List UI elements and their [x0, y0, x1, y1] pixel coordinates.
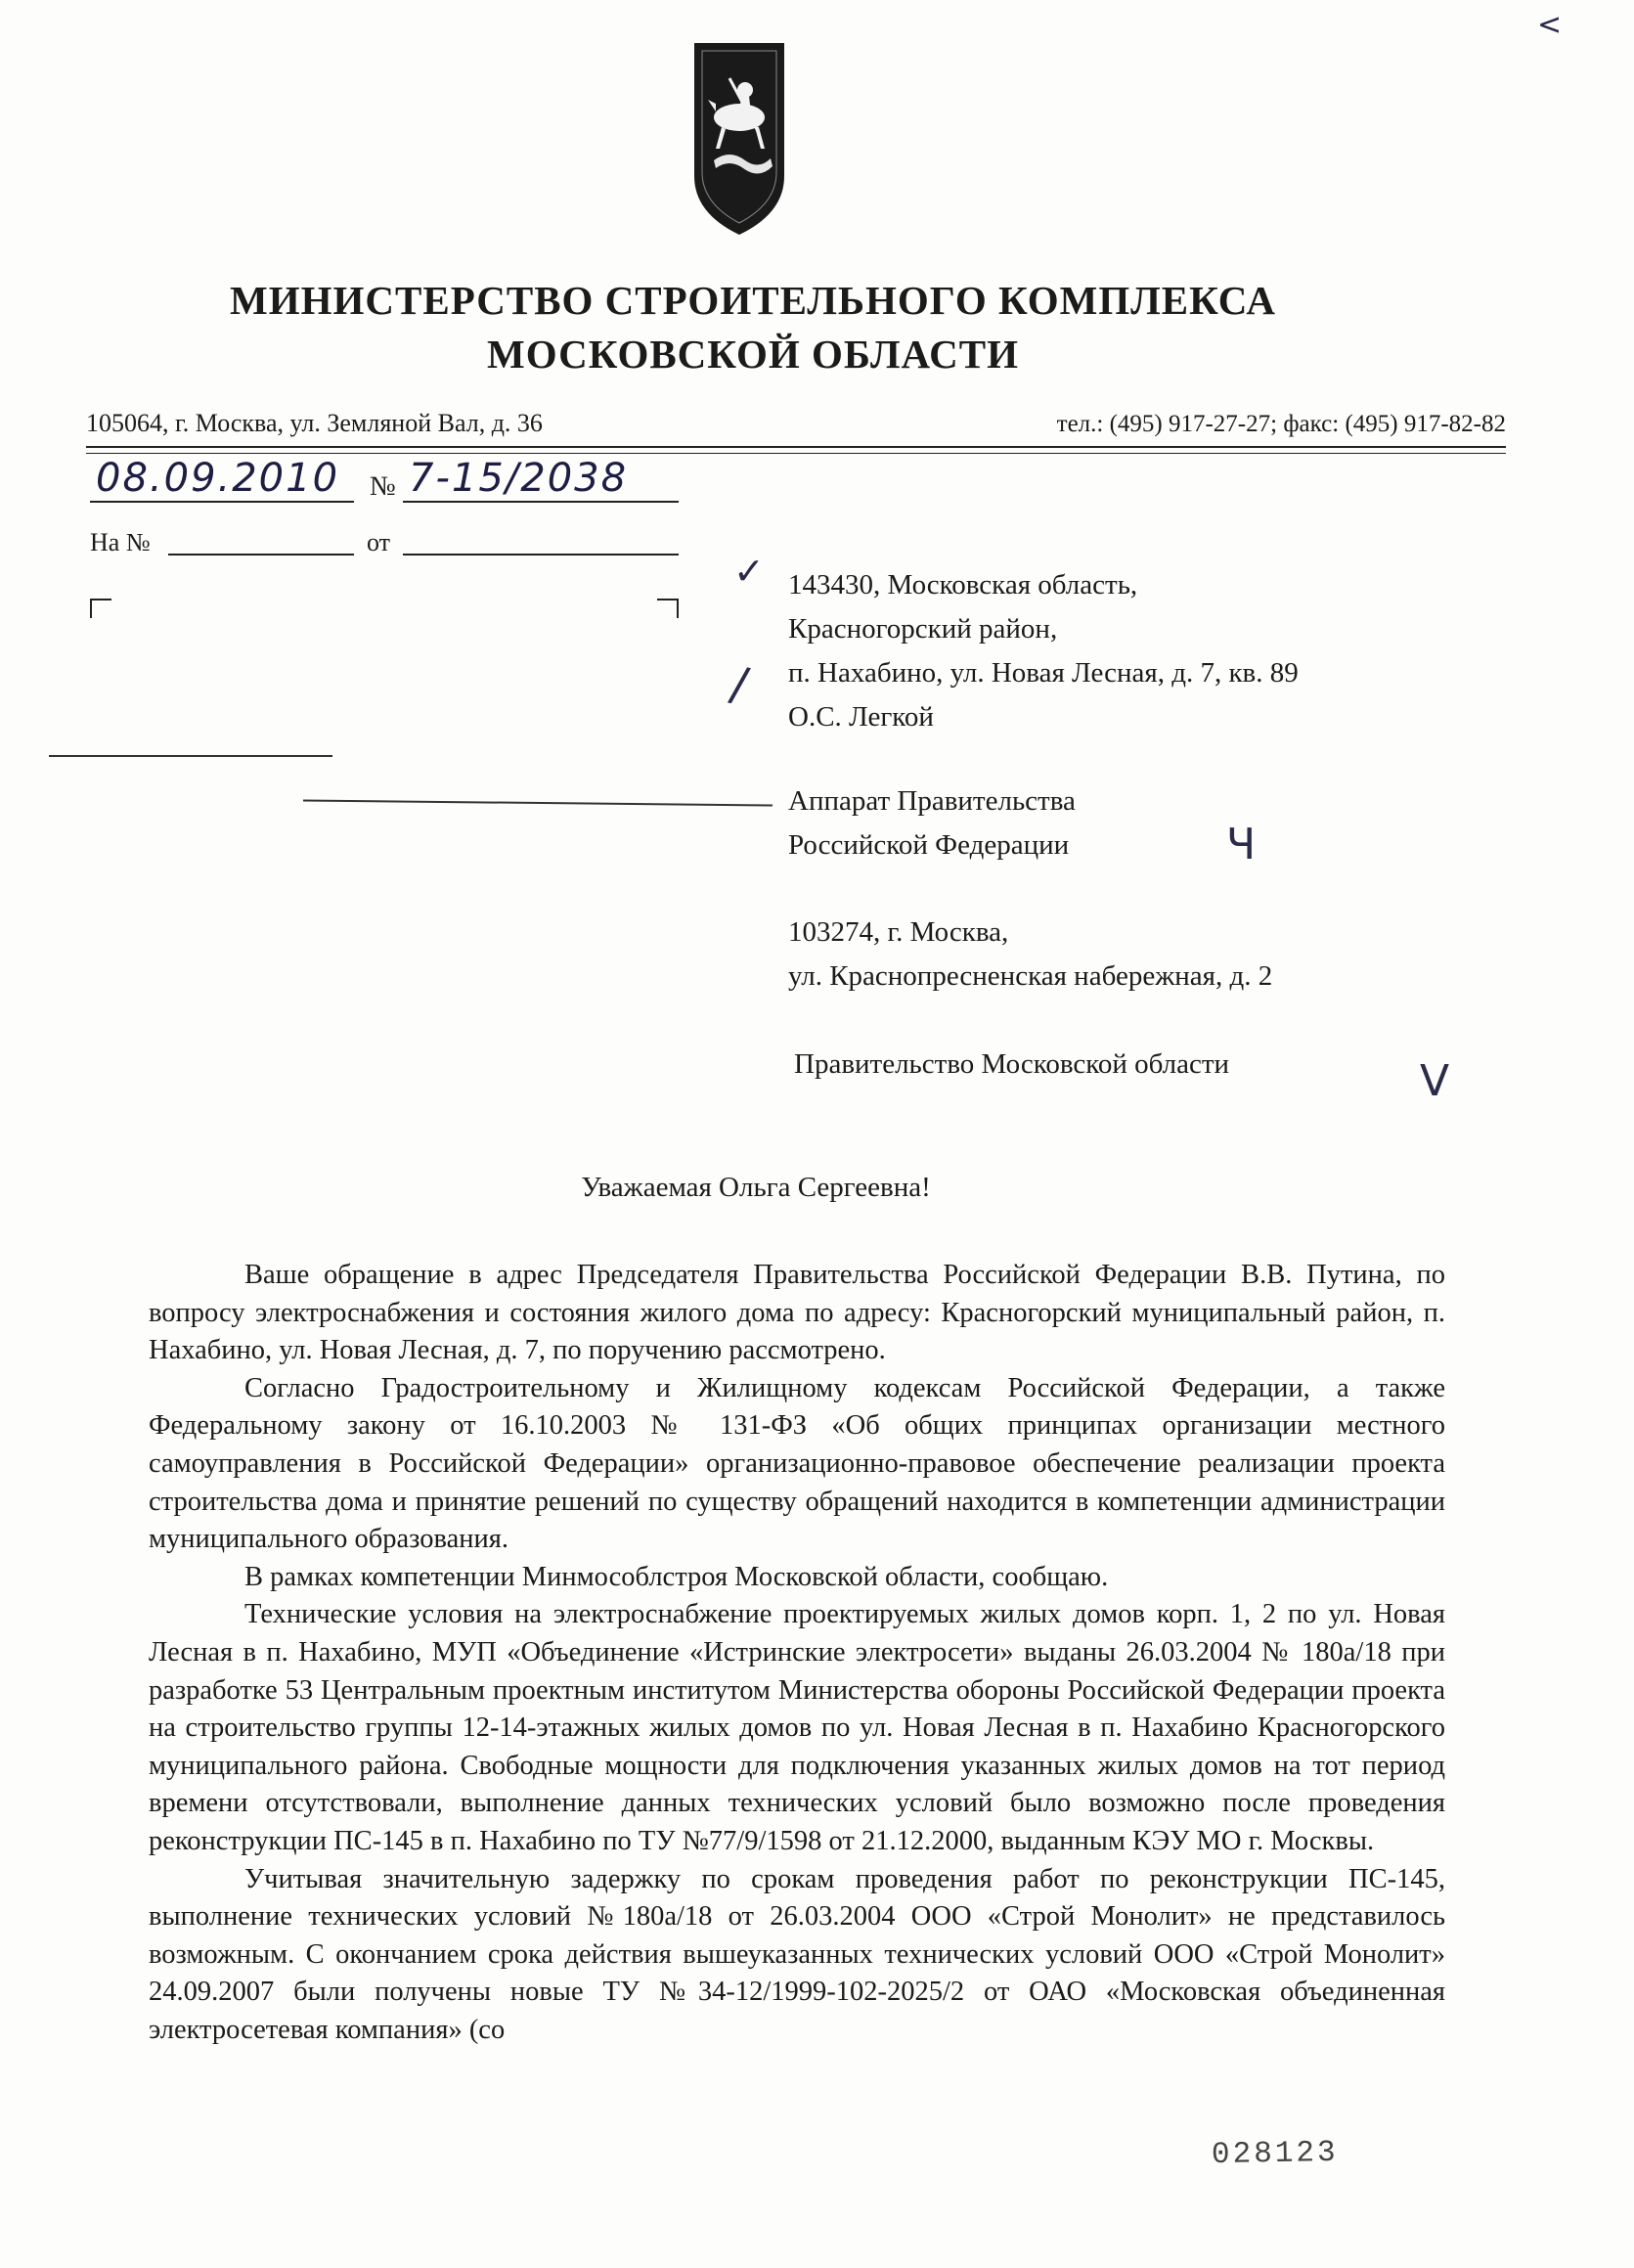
outgoing-date-underline — [90, 501, 354, 503]
body-paragraph: Учитывая значительную задержку по срокам проведения работ по реконструкции ПС-145, выполнение технических условий №180а/18 от 26.03.2004 ООО «Строй Монолит» не представилось возможным. С окончанием срока действия вышеуказанных технических условий ООО «Строй Монолит» 24.09.2007 были получены новые ТУ №34-12/1999-102-2025/2 от ОАО «Московская объединенная электросетевая компания» (со — [149, 1863, 1445, 2045]
outgoing-number-sign: № — [370, 471, 396, 502]
addressee-line: Аппарат Правительства — [788, 785, 1076, 817]
addressee-line: 103274, г. Москва, — [788, 916, 1009, 948]
body-paragraph: Согласно Градостроительному и Жилищному кодексам Российской Федерации, а также Федеральному закону от 16.10.2003 № 131-ФЗ «Об общих принципах организации местного самоуправления в Российской Федерации» организационно-правовое обеспечение реализации проекта строительства дома и принятие решений по существу обращений находится в компетенции администрации муниципального образования. — [149, 1372, 1445, 1555]
outgoing-number-underline — [403, 501, 679, 503]
ministry-title — [0, 274, 1506, 381]
handwritten-corner-mark: < — [1537, 8, 1563, 42]
outgoing-date: 08.09.2010 — [96, 456, 340, 501]
ministry-title-line2: МОСКОВСКОЙ ОБЛАСТИ — [487, 332, 1019, 377]
addressee-line: ул. Краснопресненская набережная, д. 2 — [788, 960, 1273, 992]
outgoing-number: 7-15/2038 — [409, 456, 629, 501]
corner-bracket-left — [90, 599, 111, 618]
addressee-block-2 — [788, 779, 1076, 867]
addressee-line: О.С. Легкой — [788, 701, 934, 733]
addressee-block-4 — [794, 1043, 1229, 1087]
ministry-contacts: тел.: (495) 917-27-27; факс: (495) 917-82-82 — [1056, 411, 1506, 437]
addressee-line: Российской Федерации — [788, 829, 1070, 861]
handwritten-dash-mark — [303, 799, 773, 806]
header-divider-thick — [86, 446, 1506, 448]
body-paragraph: Ваше обращение в адрес Председателя Правительства Российской Федерации В.В. Путина, по вопросу электроснабжения и состояния жилого дома по адресу: Красногорский муниципальный район, п. Нахабино, ул. Новая Лесная, д. 7, по поручению рассмотрено. — [149, 1260, 1445, 1366]
letter-body — [149, 1257, 1445, 2049]
reply-to-line — [168, 554, 354, 556]
corner-bracket-right — [657, 599, 679, 618]
ministry-title-line1: МИНИСТЕРСТВО СТРОИТЕЛЬНОГО КОМПЛЕКСА — [230, 278, 1276, 323]
handwritten-check-mark: ✓ — [733, 550, 765, 593]
addressee-line: Правительство Московской области — [794, 1048, 1230, 1080]
ministry-address: 105064, г. Москва, ул. Земляной Вал, д. 36 — [86, 409, 543, 437]
handwritten-slash-mark: / — [726, 655, 753, 714]
addressee-line: 143430, Московская область, — [788, 569, 1138, 600]
addressee-line: п. Нахабино, ул. Новая Лесная, д. 7, кв. 89 — [788, 657, 1299, 689]
body-paragraph: В рамках компетенции Минмособлстроя Московской области, сообщаю. — [244, 1561, 1109, 1592]
handwritten-letter-mark: Ч — [1226, 820, 1257, 869]
reply-from-label: от — [367, 528, 391, 556]
reply-from-line — [403, 554, 679, 556]
addressee-block-3 — [788, 911, 1272, 999]
coat-of-arms-icon — [690, 39, 788, 241]
incoming-stamp-number: 028123 — [1211, 2135, 1339, 2173]
handwritten-dash-mark — [49, 755, 332, 757]
reply-to-label: На № — [90, 528, 151, 556]
addressee-block-1 — [788, 563, 1299, 739]
body-paragraph: Технические условия на электроснабжение проектируемых жилых домов корп. 1, 2 по ул. Новая Лесная в п. Нахабино, МУП «Объединение «Истринские электросети» выданы 26.03.2004 № 180а/18 при разработке 53 Центральным проектным институтом Министерства обороны Российской Федерации проекта на строительство группы 12-14-этажных жилых домов по ул. Новая Лесная в п. Нахабино Красногорского муниципального района. Свободные мощности для подключения указанных жилых домов на тот период времени отсутствовали, выполнение данных технических условий было возможно после проведения реконструкции ПС-145 в п. Нахабино по ТУ №77/9/1598 от 21.12.2000, выданным КЭУ МО г. Москвы. — [149, 1599, 1445, 1856]
addressee-line: Красногорский район, — [788, 613, 1058, 645]
handwritten-v-mark: V — [1420, 1056, 1450, 1106]
greeting: Уважаемая Ольга Сергеевна! — [581, 1172, 931, 1203]
header-divider-thin — [86, 453, 1506, 454]
